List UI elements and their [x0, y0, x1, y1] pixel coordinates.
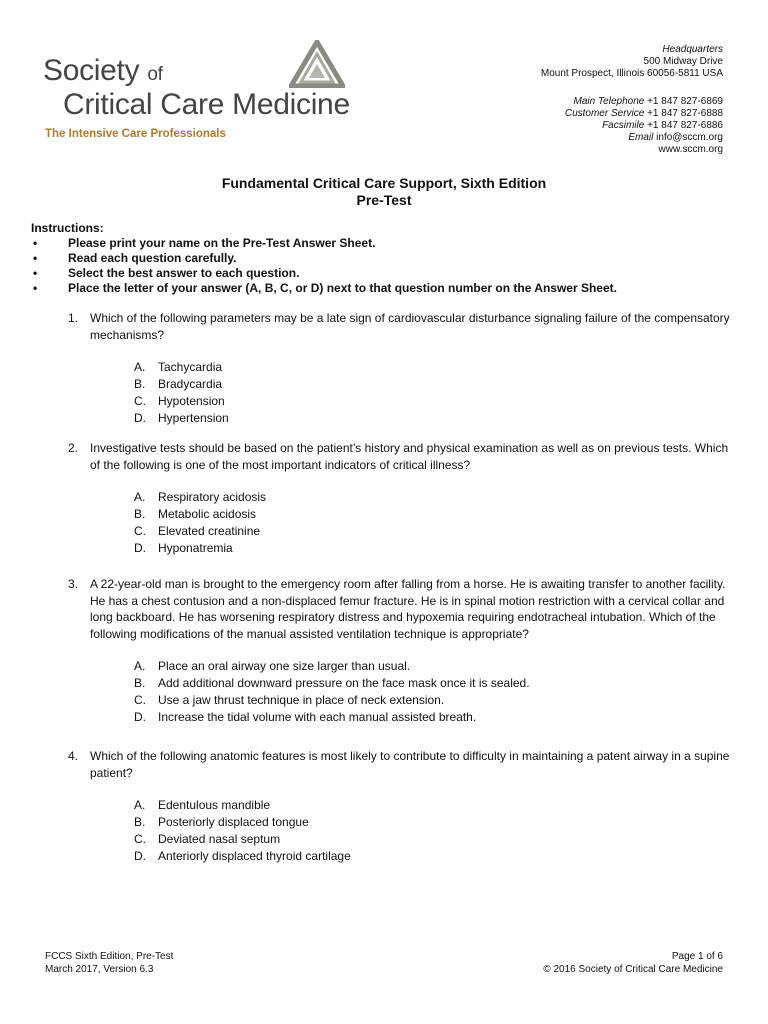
- answer-option: A. Place an oral airway one size larger than usual.: [134, 659, 411, 673]
- instruction-item: • Place the letter of your answer (A, B, C, or D) next to that question number on the Answer Sheet.: [33, 281, 617, 295]
- answer-option: C. Deviated nasal septum: [134, 832, 281, 846]
- question-1: [68, 310, 738, 427]
- answer-option: B. Add additional downward pressure on the face mask once it is sealed.: [134, 676, 530, 690]
- footer-right: [543, 950, 723, 976]
- question-3: [68, 576, 738, 726]
- hq-city: Mount Prospect, Illinois 60056-5811 USA: [540, 68, 723, 79]
- answer-option: A. Edentulous mandible: [134, 798, 271, 812]
- bullet-icon: •: [33, 266, 38, 280]
- question-number: 2.: [68, 441, 79, 455]
- contact-main-telephone: Main Telephone +1 847 827-6869: [573, 96, 723, 107]
- contact-website: www.sccm.org: [658, 144, 723, 155]
- headquarters-contact: [541, 44, 723, 156]
- footer-left: [45, 950, 173, 976]
- logo-tagline: The Intensive Care Professionals: [45, 128, 226, 140]
- logo-org-line1: Society of: [43, 54, 163, 87]
- footer-version: March 2017, Version 6.3: [45, 964, 154, 975]
- document-title: Fundamental Critical Care Support, Sixth Edition: [221, 175, 547, 191]
- answer-option: A. Respiratory acidosis: [134, 490, 267, 504]
- question-2: [68, 440, 738, 557]
- answer-option: C. Use a jaw thrust technique in place of neck extension.: [134, 693, 445, 707]
- logo-org-line2: Critical Care Medicine: [63, 88, 350, 121]
- hq-street: 500 Midway Drive: [643, 56, 723, 67]
- answer-option: A. Tachycardia: [134, 360, 223, 374]
- bullet-icon: •: [33, 236, 38, 250]
- question-text: A 22-year-old man is brought to the emergency room after falling from a horse. He is awaiting transfer to another facility. He has a chest contusion and a non-displaced femur fracture. He is in spinal motion restriction with a cervical collar and long backboard. He has worsening respiratory distress and hypoxemia requiring endotracheal intubation. Which of the following modifications of the manual assisted ventilation technique is appropriate?: [90, 577, 726, 641]
- answer-option: D. Hyponatremia: [134, 541, 233, 555]
- answer-option: B. Metabolic acidosis: [134, 507, 257, 521]
- contact-email: Email info@sccm.org: [628, 132, 723, 143]
- hq-label: Headquarters: [662, 44, 723, 55]
- answer-option: D. Anteriorly displaced thyroid cartilage: [134, 849, 351, 863]
- copyright: © 2016 Society of Critical Care Medicine: [543, 964, 723, 975]
- question-text: Which of the following parameters may be a late sign of cardiovascular disturbance signaling failure of the compensatory mechanisms?: [90, 311, 730, 342]
- footer-edition: FCCS Sixth Edition, Pre-Test: [45, 951, 174, 962]
- answer-option: C. Elevated creatinine: [134, 524, 261, 538]
- instruction-item: • Please print your name on the Pre-Test Answer Sheet.: [33, 236, 376, 250]
- triangle-logo-icon: [289, 40, 345, 88]
- answer-option: D. Increase the tidal volume with each manual assisted breath.: [134, 710, 477, 724]
- question-number: 3.: [68, 577, 79, 591]
- answer-option: D. Hypertension: [134, 411, 229, 425]
- document-subtitle: Pre-Test: [356, 192, 412, 208]
- question-number: 4.: [68, 749, 79, 763]
- question-4: [68, 748, 738, 865]
- question-number: 1.: [68, 311, 79, 325]
- answer-option: B. Bradycardia: [134, 377, 223, 391]
- instructions: [31, 221, 731, 296]
- page-number: Page 1 of 6: [671, 951, 723, 962]
- bullet-icon: •: [33, 281, 38, 295]
- contact-facsimile: Facsimile +1 847 827-6886: [602, 120, 723, 131]
- question-text: Which of the following anatomic features is most likely to contribute to difficulty in maintaining a patent airway in a supine patient?: [90, 749, 730, 780]
- instruction-item: • Read each question carefully.: [33, 251, 237, 265]
- answer-option: B. Posteriorly displaced tongue: [134, 815, 309, 829]
- bullet-icon: •: [33, 251, 38, 265]
- instructions-heading: Instructions:: [31, 221, 104, 235]
- contact-customer-service: Customer Service +1 847 827-6888: [564, 108, 723, 119]
- question-text: Investigative tests should be based on the patient’s history and physical examination as well as on previous tests. Which of the following is one of the most important indicators of critical illness?: [90, 441, 729, 472]
- answer-option: C. Hypotension: [134, 394, 225, 408]
- instruction-item: • Select the best answer to each question.: [33, 266, 300, 280]
